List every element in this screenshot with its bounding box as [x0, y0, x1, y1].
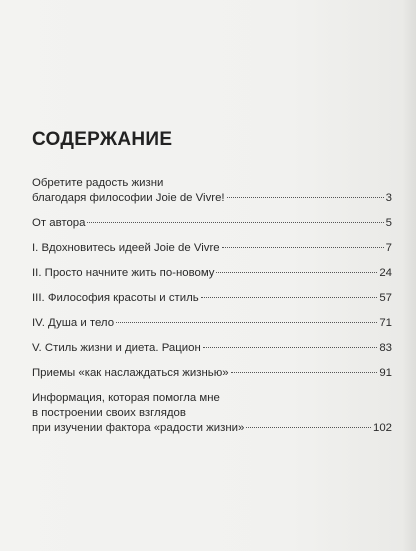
toc-entry	[32, 391, 392, 436]
toc-page-number: 7	[385, 242, 392, 254]
page-edge-shadow	[402, 0, 416, 551]
toc-entry	[32, 266, 392, 281]
toc-page-number: 5	[385, 217, 392, 229]
leader-dots	[87, 222, 383, 223]
toc-entry	[32, 341, 392, 356]
leader-dots	[227, 197, 384, 198]
toc-page-number: 3	[385, 192, 392, 204]
table-of-contents	[32, 176, 392, 434]
toc-page-number: 102	[372, 422, 392, 434]
toc-entry-line: Обретите радость жизни	[32, 177, 164, 189]
toc-entry	[32, 291, 392, 306]
toc-entry-line: в построении своих взглядов	[32, 407, 186, 419]
toc-entry-line: IV. Душа и тело	[32, 317, 115, 329]
toc-entry	[32, 176, 392, 206]
toc-entry-line: I. Вдохновитесь идеей Joie de Vivre	[32, 242, 220, 254]
toc-entry	[32, 366, 392, 381]
toc-page-number: 24	[379, 267, 392, 279]
toc-page-number: 71	[379, 317, 392, 329]
toc-entry-line: V. Стиль жизни и диета. Рацион	[32, 342, 201, 354]
toc-page-number: 57	[379, 292, 392, 304]
toc-entry-line: благодаря философии Joie de Vivre!	[32, 192, 225, 204]
toc-entry	[32, 316, 392, 331]
leader-dots	[231, 372, 378, 373]
page-title: СОДЕРЖАНИЕ	[32, 129, 173, 150]
leader-dots	[201, 297, 378, 298]
leader-dots	[203, 347, 378, 348]
toc-entry	[32, 216, 392, 231]
toc-entry-line: II. Просто начните жить по-новому	[32, 267, 215, 279]
toc-entry-line: От автора	[32, 217, 86, 229]
toc-entry-line: III. Философия красоты и стиль	[32, 292, 199, 304]
toc-page-number: 91	[379, 367, 392, 379]
toc-entry	[32, 241, 392, 256]
toc-entry-line: Информация, которая помогла мне	[32, 392, 220, 404]
toc-entry-line: Приемы «как наслаждаться жизнью»	[32, 367, 229, 379]
toc-entry-line: при изучении фактора «радости жизни»	[32, 422, 245, 434]
leader-dots	[222, 247, 384, 248]
leader-dots	[216, 272, 377, 273]
leader-dots	[116, 322, 377, 323]
leader-dots	[246, 427, 371, 428]
toc-page-number: 83	[379, 342, 392, 354]
